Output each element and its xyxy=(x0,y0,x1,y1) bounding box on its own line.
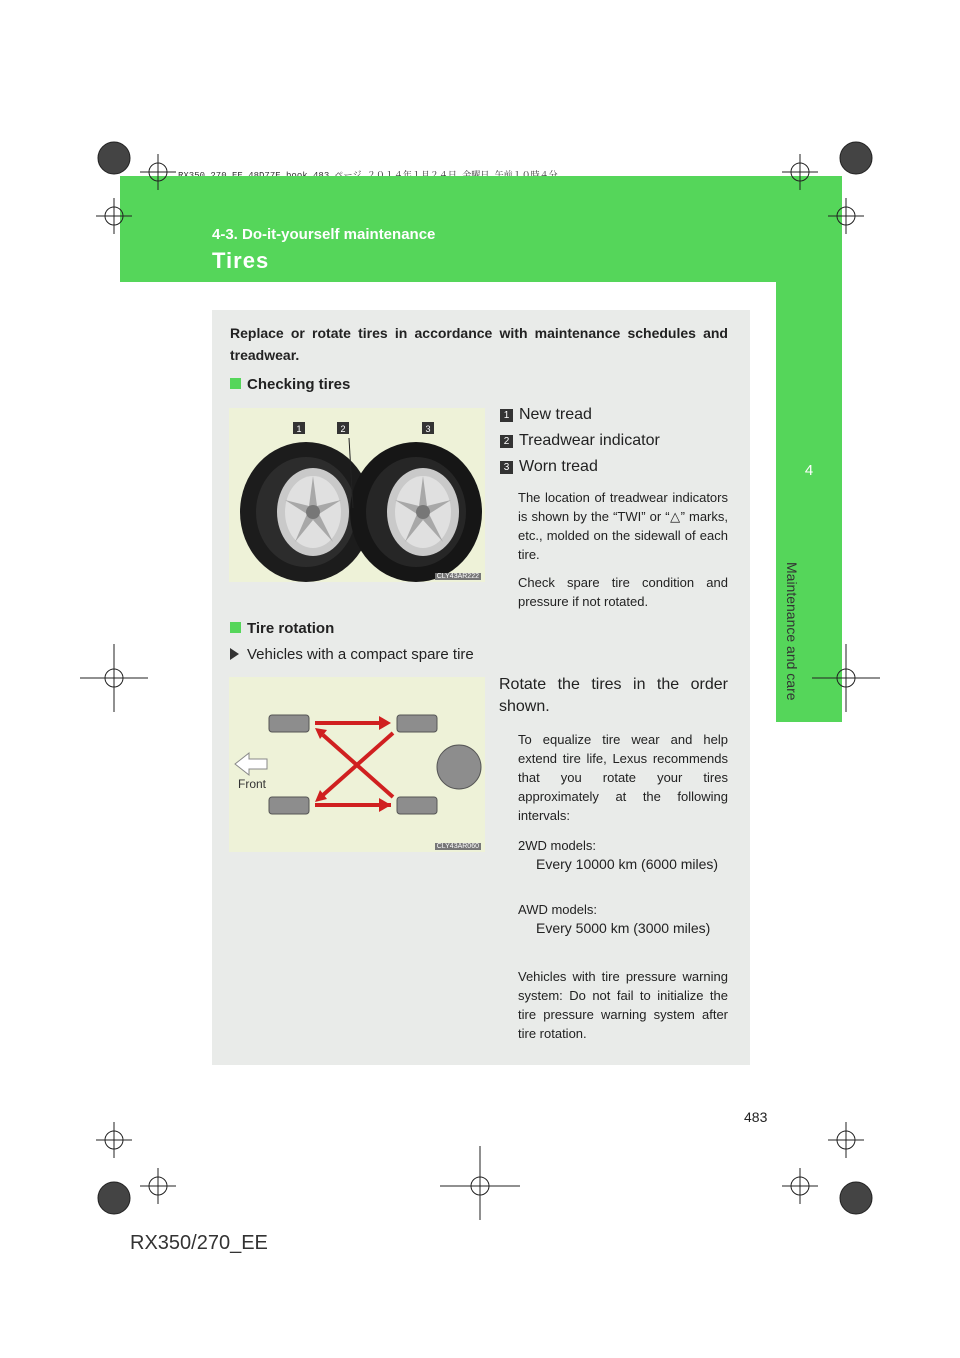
figure-code: CLY43AR060 xyxy=(436,843,479,850)
two-wd-interval: Every 10000 km (6000 miles) xyxy=(536,856,719,872)
compact-spare-subheading: Vehicles with a compact spare tire xyxy=(230,646,474,663)
tpws-note: Vehicles with tire pressure warning system: Do not fail to initialize the tire pressure warning system after tire rotation. xyxy=(518,969,728,1041)
legend-item-worn-tread: 3 Worn tread xyxy=(500,458,598,476)
page-number: 483 xyxy=(744,1109,768,1125)
tire-rotation-heading: Tire rotation xyxy=(230,620,334,637)
awd-label: AWD models: xyxy=(518,902,597,917)
svg-text:2: 2 xyxy=(340,424,346,434)
front-label: Front xyxy=(238,777,267,791)
svg-text:1: 1 xyxy=(296,424,302,434)
treadwear-note: The location of treadwear indicators is shown by the “TWI” or “△” marks, etc., molded on the sidewall of each tire. xyxy=(518,490,728,562)
checking-tires-heading: Checking tires xyxy=(230,376,350,393)
chapter-name: Maintenance and care xyxy=(784,562,800,701)
page-title: Tires xyxy=(212,248,270,273)
legend-item-new-tread: 1 New tread xyxy=(500,406,592,424)
chapter-number: 4 xyxy=(804,462,814,479)
rotation-instruction: Rotate the tires in the order shown. xyxy=(499,676,728,715)
svg-text:3: 3 xyxy=(425,424,431,434)
figure-code: CLY43AR222 xyxy=(436,573,479,580)
rotation-note: To equalize tire wear and help extend tire life, Lexus recommends that you rotate your tires approximately at the following intervals: xyxy=(518,732,728,823)
awd-interval: Every 5000 km (3000 miles) xyxy=(536,920,711,936)
two-wd-label: 2WD models: xyxy=(518,838,597,853)
legend-item-treadwear-indicator: 2 Treadwear indicator xyxy=(500,432,660,450)
spare-tire-note: Check spare tire condition and pressure if not rotated. xyxy=(518,575,728,609)
intro-text: Replace or rotate tires in accordance with maintenance schedules and treadwear. xyxy=(230,325,728,363)
section-label: 4-3. Do-it-yourself maintenance xyxy=(212,226,436,243)
model-code: RX350/270_EE xyxy=(130,1232,268,1254)
